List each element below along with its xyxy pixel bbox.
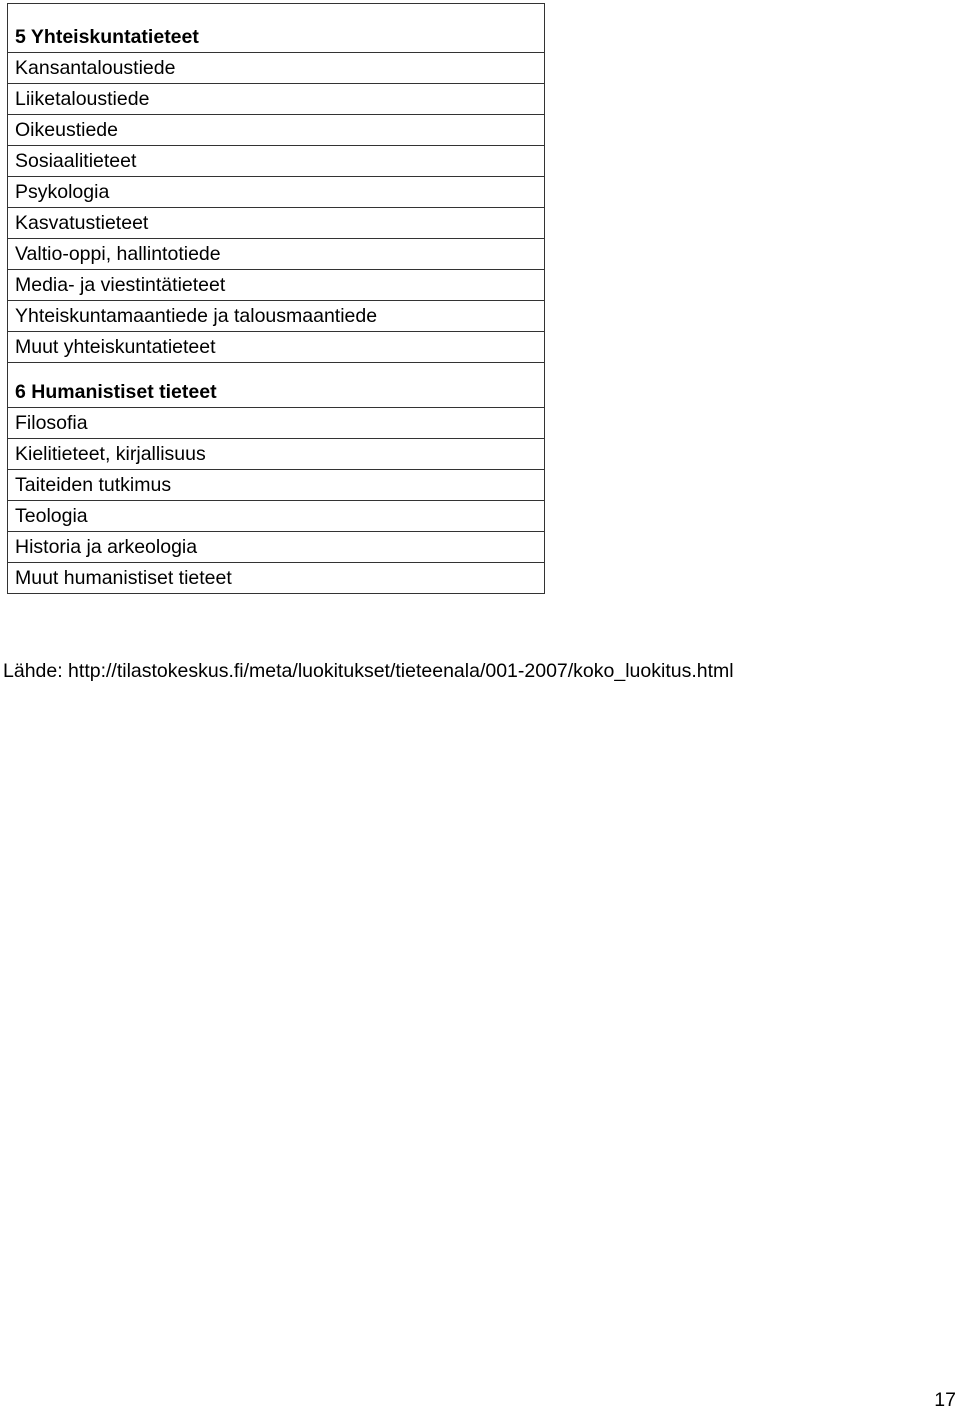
table-row bbox=[8, 332, 545, 363]
field-name: Kielitieteet, kirjallisuus bbox=[8, 439, 545, 470]
table-row bbox=[8, 146, 545, 177]
field-name: Kansantaloustiede bbox=[8, 53, 545, 84]
table-row bbox=[8, 208, 545, 239]
table-row bbox=[8, 301, 545, 332]
table-row bbox=[8, 239, 545, 270]
field-name: Liiketaloustiede bbox=[8, 84, 545, 115]
field-name: Oikeustiede bbox=[8, 115, 545, 146]
field-name: Filosofia bbox=[8, 408, 545, 439]
table-row bbox=[8, 270, 545, 301]
field-name: Muut humanistiset tieteet bbox=[8, 563, 545, 594]
table-row bbox=[8, 177, 545, 208]
field-name: Taiteiden tutkimus bbox=[8, 470, 545, 501]
field-name: Teologia bbox=[8, 501, 545, 532]
field-name: Kasvatustieteet bbox=[8, 208, 545, 239]
table-row bbox=[8, 470, 545, 501]
table-row bbox=[8, 84, 545, 115]
field-name: Valtio-oppi, hallintotiede bbox=[8, 239, 545, 270]
section-title: 5 Yhteiskuntatieteet bbox=[8, 4, 545, 53]
table-row bbox=[8, 53, 545, 84]
table-row bbox=[8, 408, 545, 439]
classification-table bbox=[7, 3, 545, 594]
section-header-row bbox=[8, 363, 545, 408]
table-row bbox=[8, 532, 545, 563]
field-name: Psykologia bbox=[8, 177, 545, 208]
section-header-row bbox=[8, 4, 545, 53]
field-name: Historia ja arkeologia bbox=[8, 532, 545, 563]
section-title: 6 Humanistiset tieteet bbox=[8, 363, 545, 408]
table-row bbox=[8, 501, 545, 532]
source-note: Lähde: http://tilastokeskus.fi/meta/luokitukset/tieteenala/001-2007/koko_luokitus.html bbox=[3, 660, 734, 682]
field-name: Yhteiskuntamaantiede ja talousmaantiede bbox=[8, 301, 545, 332]
field-name: Media- ja viestintätieteet bbox=[8, 270, 545, 301]
table-row bbox=[8, 563, 545, 594]
table-row bbox=[8, 115, 545, 146]
page-number: 17 bbox=[934, 1389, 956, 1411]
field-name: Sosiaalitieteet bbox=[8, 146, 545, 177]
table-row bbox=[8, 439, 545, 470]
field-name: Muut yhteiskuntatieteet bbox=[8, 332, 545, 363]
